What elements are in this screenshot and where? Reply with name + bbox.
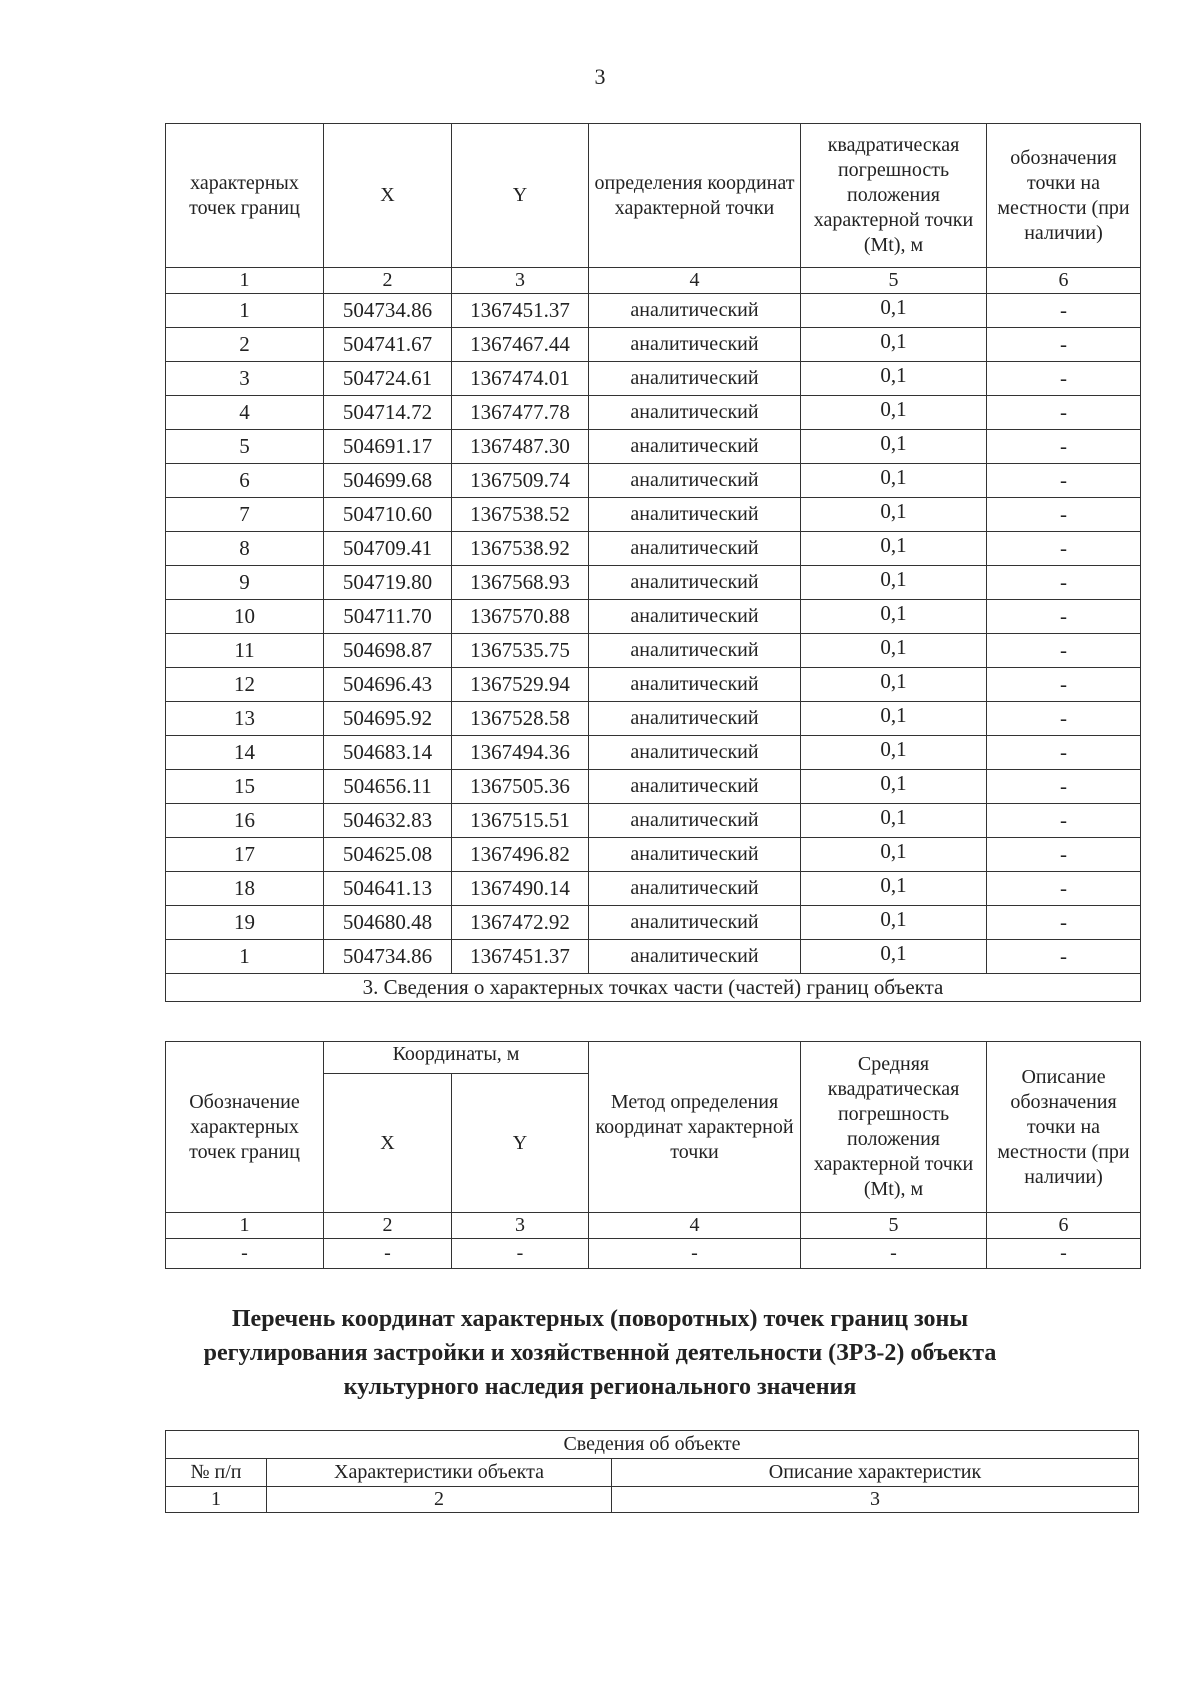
description-cell: - <box>987 634 1141 668</box>
column-numbers-row <box>166 1213 1141 1239</box>
column-number: 6 <box>987 1213 1141 1239</box>
method-cell: аналитический <box>589 532 801 566</box>
y-coordinate-cell: 1367538.52 <box>452 498 589 532</box>
table-row <box>166 838 1141 872</box>
table-cell: - <box>166 1239 324 1269</box>
table-row <box>166 736 1141 770</box>
table-row <box>166 872 1141 906</box>
point-number-cell: 11 <box>166 634 324 668</box>
x-coordinate-cell: 504698.87 <box>324 634 452 668</box>
description-cell: - <box>987 294 1141 328</box>
method-cell: аналитический <box>589 396 801 430</box>
point-number-cell: 2 <box>166 328 324 362</box>
point-number-cell: 4 <box>166 396 324 430</box>
y-coordinate-cell: 1367451.37 <box>452 940 589 974</box>
description-cell: - <box>987 362 1141 396</box>
x-coordinate-cell: 504724.61 <box>324 362 452 396</box>
description-cell: - <box>987 328 1141 362</box>
description-cell: - <box>987 566 1141 600</box>
error-cell: 0,1 <box>801 940 987 974</box>
table-row <box>166 362 1141 396</box>
description-cell: - <box>987 396 1141 430</box>
y-coordinate-cell: 1367528.58 <box>452 702 589 736</box>
x-coordinate-cell: 504625.08 <box>324 838 452 872</box>
y-coordinate-cell: 1367472.92 <box>452 906 589 940</box>
point-number-cell: 5 <box>166 430 324 464</box>
column-number: 5 <box>801 1213 987 1239</box>
method-cell: аналитический <box>589 838 801 872</box>
x-coordinate-cell: 504680.48 <box>324 906 452 940</box>
table-row <box>166 464 1141 498</box>
method-cell: аналитический <box>589 362 801 396</box>
column-number: 4 <box>589 268 801 294</box>
column-number: 1 <box>166 1213 324 1239</box>
x-coordinate-cell: 504734.86 <box>324 294 452 328</box>
description-cell: - <box>987 668 1141 702</box>
x-coordinate-cell: 504696.43 <box>324 668 452 702</box>
table-row <box>166 770 1141 804</box>
column-number: 3 <box>452 268 589 294</box>
x-coordinate-cell: 504710.60 <box>324 498 452 532</box>
point-number-cell: 16 <box>166 804 324 838</box>
header-coordinates: Координаты, м <box>324 1042 589 1074</box>
column-number: 3 <box>452 1213 589 1239</box>
description-cell: - <box>987 940 1141 974</box>
header-point-designation: Обозначение характерных точек границ <box>166 1042 324 1213</box>
method-cell: аналитический <box>589 736 801 770</box>
point-number-cell: 1 <box>166 294 324 328</box>
error-cell: 0,1 <box>801 634 987 668</box>
table-row <box>166 702 1141 736</box>
y-coordinate-cell: 1367490.14 <box>452 872 589 906</box>
table-row <box>166 906 1141 940</box>
error-cell: 0,1 <box>801 668 987 702</box>
description-cell: - <box>987 736 1141 770</box>
error-cell: 0,1 <box>801 430 987 464</box>
method-cell: аналитический <box>589 464 801 498</box>
x-coordinate-cell: 504734.86 <box>324 940 452 974</box>
description-cell: - <box>987 702 1141 736</box>
point-number-cell: 3 <box>166 362 324 396</box>
table-cell: - <box>801 1239 987 1269</box>
x-coordinate-cell: 504656.11 <box>324 770 452 804</box>
description-cell: - <box>987 770 1141 804</box>
error-cell: 0,1 <box>801 838 987 872</box>
column-number: 2 <box>267 1487 612 1513</box>
header-method: определения координат характерной точки <box>589 124 801 268</box>
method-cell: аналитический <box>589 498 801 532</box>
table-cell: - <box>324 1239 452 1269</box>
point-number-cell: 10 <box>166 600 324 634</box>
header-description: Описание обозначения точки на местности (при наличии) <box>987 1042 1141 1213</box>
x-coordinate-cell: 504683.14 <box>324 736 452 770</box>
error-cell: 0,1 <box>801 804 987 838</box>
y-coordinate-cell: 1367494.36 <box>452 736 589 770</box>
column-number: 1 <box>166 268 324 294</box>
y-coordinate-cell: 1367568.93 <box>452 566 589 600</box>
error-cell: 0,1 <box>801 362 987 396</box>
header-method: Метод определения координат характерной точки <box>589 1042 801 1213</box>
method-cell: аналитический <box>589 872 801 906</box>
y-coordinate-cell: 1367505.36 <box>452 770 589 804</box>
x-coordinate-cell: 504719.80 <box>324 566 452 600</box>
x-coordinate-cell: 504709.41 <box>324 532 452 566</box>
header-error: Средняя квадратическая погрешность положения характерной точки (Mt), м <box>801 1042 987 1213</box>
error-cell: 0,1 <box>801 770 987 804</box>
heading-line: культурного наследия регионального значения <box>343 1374 857 1400</box>
x-coordinate-cell: 504711.70 <box>324 600 452 634</box>
header-y: Y <box>452 124 589 268</box>
description-cell: - <box>987 804 1141 838</box>
heading-line: регулирования застройки и хозяйственной деятельности (ЗРЗ-2) объекта <box>203 1340 997 1366</box>
table-row <box>166 396 1141 430</box>
page-number: 3 <box>594 64 606 89</box>
point-number-cell: 17 <box>166 838 324 872</box>
x-coordinate-cell: 504691.17 <box>324 430 452 464</box>
table-row <box>166 430 1141 464</box>
y-coordinate-cell: 1367509.74 <box>452 464 589 498</box>
table-row <box>166 532 1141 566</box>
y-coordinate-cell: 1367538.92 <box>452 532 589 566</box>
y-coordinate-cell: 1367535.75 <box>452 634 589 668</box>
x-coordinate-cell: 504632.83 <box>324 804 452 838</box>
y-coordinate-cell: 1367570.88 <box>452 600 589 634</box>
method-cell: аналитический <box>589 702 801 736</box>
section-heading <box>150 1302 1050 1404</box>
description-cell: - <box>987 838 1141 872</box>
error-cell: 0,1 <box>801 872 987 906</box>
description-cell: - <box>987 600 1141 634</box>
point-number-cell: 1 <box>166 940 324 974</box>
point-number-cell: 8 <box>166 532 324 566</box>
header-characteristics-description: Описание характеристик <box>612 1459 1139 1487</box>
column-number: 3 <box>612 1487 1139 1513</box>
column-numbers-row <box>166 1487 1139 1513</box>
error-cell: 0,1 <box>801 566 987 600</box>
method-cell: аналитический <box>589 770 801 804</box>
point-number-cell: 12 <box>166 668 324 702</box>
header-row-number: № п/п <box>166 1459 267 1487</box>
y-coordinate-cell: 1367477.78 <box>452 396 589 430</box>
object-info-table <box>165 1430 1139 1513</box>
point-number-cell: 9 <box>166 566 324 600</box>
table-row <box>166 600 1141 634</box>
table-row <box>166 1239 1141 1269</box>
point-number-cell: 6 <box>166 464 324 498</box>
table-row <box>166 328 1141 362</box>
method-cell: аналитический <box>589 906 801 940</box>
table-cell: - <box>452 1239 589 1269</box>
description-cell: - <box>987 430 1141 464</box>
column-numbers-row <box>166 268 1141 294</box>
y-coordinate-cell: 1367474.01 <box>452 362 589 396</box>
parts-table <box>165 1041 1141 1269</box>
x-coordinate-cell: 504695.92 <box>324 702 452 736</box>
method-cell: аналитический <box>589 294 801 328</box>
section-title-row <box>166 974 1141 1002</box>
method-cell: аналитический <box>589 600 801 634</box>
y-coordinate-cell: 1367515.51 <box>452 804 589 838</box>
heading-line: Перечень координат характерных (поворотных) точек границ зоны <box>231 1306 969 1332</box>
table-row <box>166 804 1141 838</box>
error-cell: 0,1 <box>801 396 987 430</box>
table-row <box>166 294 1141 328</box>
method-cell: аналитический <box>589 566 801 600</box>
header-error: квадратическая погрешность положения характерной точки (Mt), м <box>801 124 987 268</box>
description-cell: - <box>987 464 1141 498</box>
table-row <box>166 566 1141 600</box>
x-coordinate-cell: 504641.13 <box>324 872 452 906</box>
header-description: обозначения точки на местности (при наличии) <box>987 124 1141 268</box>
column-number: 2 <box>324 1213 452 1239</box>
error-cell: 0,1 <box>801 464 987 498</box>
coordinates-table <box>165 123 1141 1002</box>
method-cell: аналитический <box>589 940 801 974</box>
table-row <box>166 668 1141 702</box>
description-cell: - <box>987 906 1141 940</box>
header-x: X <box>324 1074 452 1213</box>
x-coordinate-cell: 504714.72 <box>324 396 452 430</box>
error-cell: 0,1 <box>801 498 987 532</box>
method-cell: аналитический <box>589 668 801 702</box>
x-coordinate-cell: 504741.67 <box>324 328 452 362</box>
y-coordinate-cell: 1367467.44 <box>452 328 589 362</box>
table-header-row <box>166 124 1141 268</box>
parts-section-title: 3. Сведения о характерных точках части (частей) границ объекта <box>166 974 1141 1002</box>
table-cell: - <box>589 1239 801 1269</box>
method-cell: аналитический <box>589 430 801 464</box>
description-cell: - <box>987 498 1141 532</box>
header-x: X <box>324 124 452 268</box>
description-cell: - <box>987 872 1141 906</box>
header-point-designation: характерных точек границ <box>166 124 324 268</box>
y-coordinate-cell: 1367529.94 <box>452 668 589 702</box>
x-coordinate-cell: 504699.68 <box>324 464 452 498</box>
table-row <box>166 498 1141 532</box>
point-number-cell: 7 <box>166 498 324 532</box>
error-cell: 0,1 <box>801 328 987 362</box>
method-cell: аналитический <box>589 804 801 838</box>
error-cell: 0,1 <box>801 294 987 328</box>
column-number: 5 <box>801 268 987 294</box>
point-number-cell: 19 <box>166 906 324 940</box>
column-number: 2 <box>324 268 452 294</box>
table-cell: - <box>987 1239 1141 1269</box>
method-cell: аналитический <box>589 328 801 362</box>
error-cell: 0,1 <box>801 532 987 566</box>
header-characteristics: Характеристики объекта <box>267 1459 612 1487</box>
object-table-title: Сведения об объекте <box>166 1431 1139 1459</box>
point-number-cell: 13 <box>166 702 324 736</box>
table-row <box>166 940 1141 974</box>
y-coordinate-cell: 1367451.37 <box>452 294 589 328</box>
y-coordinate-cell: 1367496.82 <box>452 838 589 872</box>
point-number-cell: 18 <box>166 872 324 906</box>
table-row <box>166 634 1141 668</box>
column-number: 4 <box>589 1213 801 1239</box>
point-number-cell: 15 <box>166 770 324 804</box>
method-cell: аналитический <box>589 634 801 668</box>
error-cell: 0,1 <box>801 702 987 736</box>
error-cell: 0,1 <box>801 600 987 634</box>
error-cell: 0,1 <box>801 736 987 770</box>
error-cell: 0,1 <box>801 906 987 940</box>
point-number-cell: 14 <box>166 736 324 770</box>
column-number: 6 <box>987 268 1141 294</box>
y-coordinate-cell: 1367487.30 <box>452 430 589 464</box>
column-number: 1 <box>166 1487 267 1513</box>
description-cell: - <box>987 532 1141 566</box>
header-y: Y <box>452 1074 589 1213</box>
